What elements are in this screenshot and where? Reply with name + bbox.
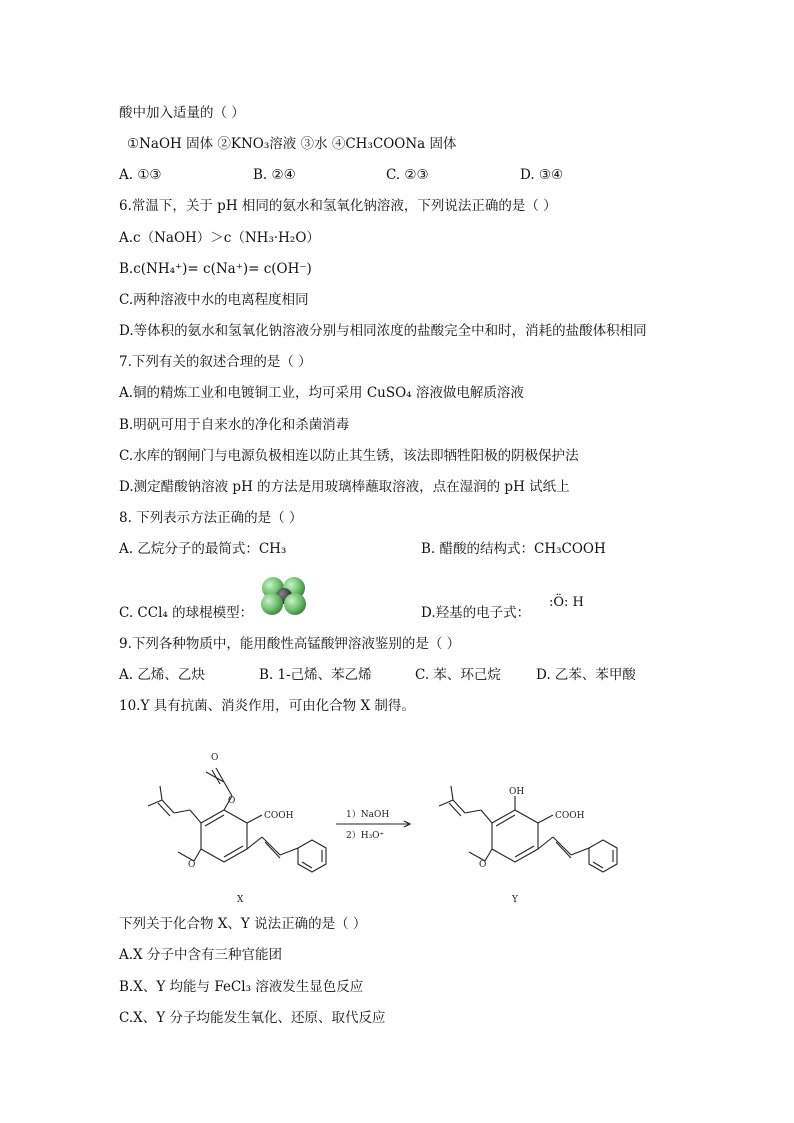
reagent-step-2: 2）H₃O⁺: [346, 831, 385, 841]
q7-option-c[interactable]: C.水库的钢闸门与电源负极相连以防止其生锈，该法即牺牲阳极的阴极保护法: [119, 448, 579, 464]
q7-stem: 7.下列有关的叙述合理的是（ ）: [119, 354, 312, 370]
q10-stem: 10.Y 具有抗菌、消炎作用，可由化合物 X 制得。: [119, 698, 415, 714]
q9-option-d[interactable]: D. 乙苯、苯甲酸: [536, 667, 636, 683]
q8-option-a[interactable]: A. 乙烷分子的最简式：CH₃: [119, 541, 287, 557]
svg-text:O: O: [211, 753, 219, 763]
compound-x-label: X: [237, 895, 244, 905]
x-cooh-label: COOH: [264, 811, 294, 821]
q10-option-c[interactable]: C.X、Y 分子均能发生氧化、还原、取代反应: [119, 1010, 386, 1026]
y-cooh-label: COOH: [555, 811, 585, 821]
q9-stem: 9.下列各种物质中，能用酸性高锰酸钾溶液鉴别的是（ ）: [119, 636, 461, 652]
q5-option-c[interactable]: C. ②③: [386, 167, 429, 183]
q9-option-a[interactable]: A. 乙烯、乙炔: [119, 667, 205, 683]
q9-option-b[interactable]: B. 1-己烯、苯乙烯: [259, 667, 372, 683]
q7-option-b[interactable]: B.明矾可用于自来水的净化和杀菌消毒: [119, 417, 350, 433]
q8-option-d[interactable]: D.羟基的电子式：: [421, 605, 531, 621]
svg-text:O: O: [188, 860, 196, 870]
q5-option-a[interactable]: A. ①③: [119, 167, 162, 183]
hydroxyl-electron-formula: :Ö: H: [549, 595, 584, 610]
q10-question: 下列关于化合物 X、Y 说法正确的是（ ）: [119, 916, 367, 932]
q6-option-c[interactable]: C.两种溶液中水的电离程度相同: [119, 292, 309, 308]
reaction-scheme: [140, 740, 620, 910]
q5-option-d[interactable]: D. ③④: [520, 167, 564, 183]
q10-option-a[interactable]: A.X 分子中含有三种官能团: [119, 947, 282, 963]
q7-option-a[interactable]: A.铜的精炼工业和电镀铜工业，均可采用 CuSO₄ 溶液做电解质溶液: [119, 385, 524, 401]
compound-y-label: Y: [512, 895, 518, 905]
q10-option-b[interactable]: B.X、Y 均能与 FeCl₃ 溶液发生显色反应: [119, 979, 364, 995]
q6-option-a[interactable]: A.c（NaOH）＞c（NH₃·H₂O）: [119, 230, 320, 246]
q5-stem-end: 酸中加入适量的（ ）: [119, 105, 245, 121]
q7-option-d[interactable]: D.测定醋酸钠溶液 pH 的方法是用玻璃棒蘸取溶液，点在湿润的 pH 试纸上: [119, 479, 570, 495]
ccl4-ball-stick-model: [258, 574, 310, 618]
q6-option-d[interactable]: D.等体积的氨水和氢氧化钠溶液分别与相同浓度的盐酸完全中和时，消耗的盐酸体积相同: [119, 323, 647, 339]
reagent-step-1: 1）NaOH: [346, 810, 390, 820]
q6-option-b[interactable]: B.c(NH₄⁺)= c(Na⁺)= c(OH⁻): [119, 261, 312, 277]
q8-stem: 8. 下列表示方法正确的是（ ）: [119, 510, 303, 526]
q9-option-c[interactable]: C. 苯、环己烷: [415, 667, 501, 683]
svg-text:O: O: [479, 860, 487, 870]
y-oh-label: OH: [509, 787, 525, 797]
q6-stem: 6.常温下，关于 pH 相同的氨水和氢氧化钠溶液，下列说法正确的是（ ）: [119, 198, 557, 214]
q5-option-b[interactable]: B. ②④: [253, 167, 296, 183]
q8-option-b[interactable]: B. 醋酸的结构式：CH₃COOH: [421, 541, 606, 557]
svg-text:O: O: [228, 796, 236, 806]
q5-reagents: ①NaOH 固体 ②KNO₃溶液 ③水 ④CH₃COONa 固体: [127, 136, 457, 152]
q8-option-c[interactable]: C. CCl₄ 的球棍模型：: [119, 605, 254, 621]
